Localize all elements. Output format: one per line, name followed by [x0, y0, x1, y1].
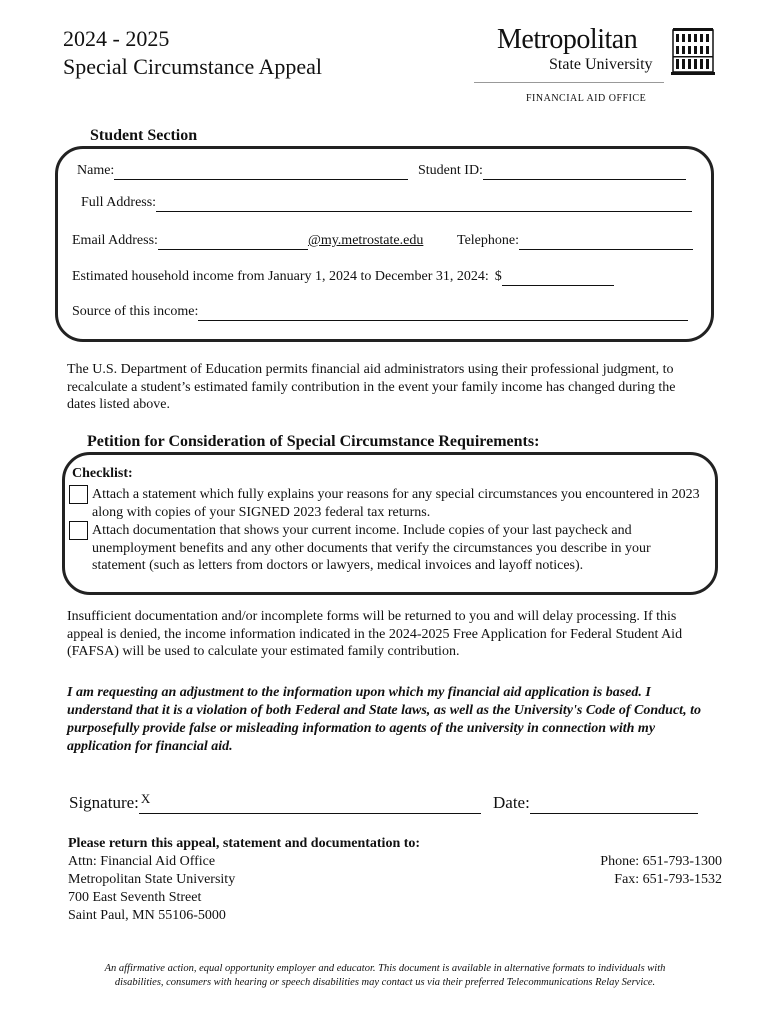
email-row [72, 232, 423, 250]
checklist-checkbox-statement[interactable] [69, 485, 88, 504]
address-row [81, 194, 692, 212]
fax-number: Fax: 651-793-1532 [614, 872, 722, 887]
email-input[interactable] [158, 235, 308, 250]
name-row [77, 162, 408, 180]
income-row [72, 268, 614, 286]
student-id-row [418, 162, 686, 180]
intro-paragraph: The U.S. Department of Education permits financial aid administrators using their professional judgment, to recalculate a student’s estimated family contribution in the event your family income has changed during the dates listed above. [67, 362, 676, 412]
student-id-label: Student ID: [418, 163, 483, 178]
footer-notice: An affirmative action, equal opportunity employer and educator. This document is available in alternative formats to individuals with disabilities, consumers with hearing or speech disabilities may contact us via their preferred Telecommunications Relay Service. [104, 963, 666, 988]
financial-aid-office-label: FINANCIAL AID OFFICE [526, 93, 647, 104]
income-label: Estimated household income from January 1, 2024 to December 31, 2024: [72, 269, 489, 284]
return-address-line-2: Metropolitan State University [68, 872, 236, 887]
income-source-row [72, 303, 688, 321]
address-input[interactable] [156, 197, 692, 212]
signature-label: Signature: [69, 793, 139, 812]
checklist-item-statement: Attach a statement which fully explains your reasons for any special circumstances you encountered in 2023 along with copies of your SIGNED 2023 federal tax returns. [92, 487, 700, 520]
income-source-input[interactable] [198, 306, 688, 321]
logo-divider [474, 82, 664, 83]
student-id-input[interactable] [483, 165, 686, 180]
university-logo-sub: State University [549, 56, 653, 73]
address-label: Full Address: [81, 195, 157, 210]
student-section-heading: Student Section [90, 127, 198, 144]
income-source-label: Source of this income: [72, 304, 199, 319]
petition-heading: Petition for Consideration of Special Circumstance Requirements: [87, 433, 540, 450]
name-label: Name: [77, 163, 115, 178]
signature-row [69, 792, 481, 814]
form-year: 2024 - 2025 [63, 26, 170, 51]
form-title: Special Circumstance Appeal [63, 54, 323, 79]
signature-mark: X [140, 791, 151, 806]
checklist-checkbox-income-docs[interactable] [69, 521, 88, 540]
university-building-icon [669, 22, 717, 76]
return-address-line-1: Attn: Financial Aid Office [68, 854, 216, 869]
date-input[interactable] [530, 796, 698, 814]
certification-statement: I am requesting an adjustment to the information upon which my financial aid application is based. I understand that it is a violation of both Federal and State laws, as well as the University's Code of Conduct, to purposefully provide false or misleading information to agents of the university in connection with my application for financial aid. [67, 685, 701, 754]
checklist-label: Checklist: [72, 466, 133, 481]
email-label: Email Address: [72, 233, 158, 248]
return-address-line-4: Saint Paul, MN 55106-5000 [68, 908, 226, 923]
telephone-input[interactable] [519, 235, 693, 250]
return-heading: Please return this appeal, statement and documentation to: [68, 836, 421, 851]
email-domain: @my.metrostate.edu [307, 233, 424, 248]
date-row [493, 792, 698, 814]
phone-number: Phone: 651-793-1300 [600, 854, 722, 869]
telephone-row [457, 232, 693, 250]
income-currency: $ [494, 269, 502, 284]
checklist-item-income-docs: Attach documentation that shows your current income. Include copies of your last paycheck and unemployment benefits and any other documents that verify the circumstances you describe in your statement (such as letters from doctors or lawyers, medical invoices and layoff notices). [92, 523, 651, 573]
date-label: Date: [493, 793, 530, 812]
university-logo-name: Metropolitan [497, 24, 638, 55]
warning-paragraph: Insufficient documentation and/or incomplete forms will be returned to you and will delay processing. If this appeal is denied, the income information indicated in the 2024-2025 Free Application for Federal Student Aid (FAFSA) will be used to calculate your estimated family contribution. [67, 609, 683, 659]
income-input[interactable] [502, 271, 614, 286]
telephone-label: Telephone: [457, 233, 519, 248]
name-input[interactable] [114, 165, 408, 180]
return-address-line-3: 700 East Seventh Street [68, 890, 202, 905]
signature-input[interactable] [139, 791, 481, 814]
